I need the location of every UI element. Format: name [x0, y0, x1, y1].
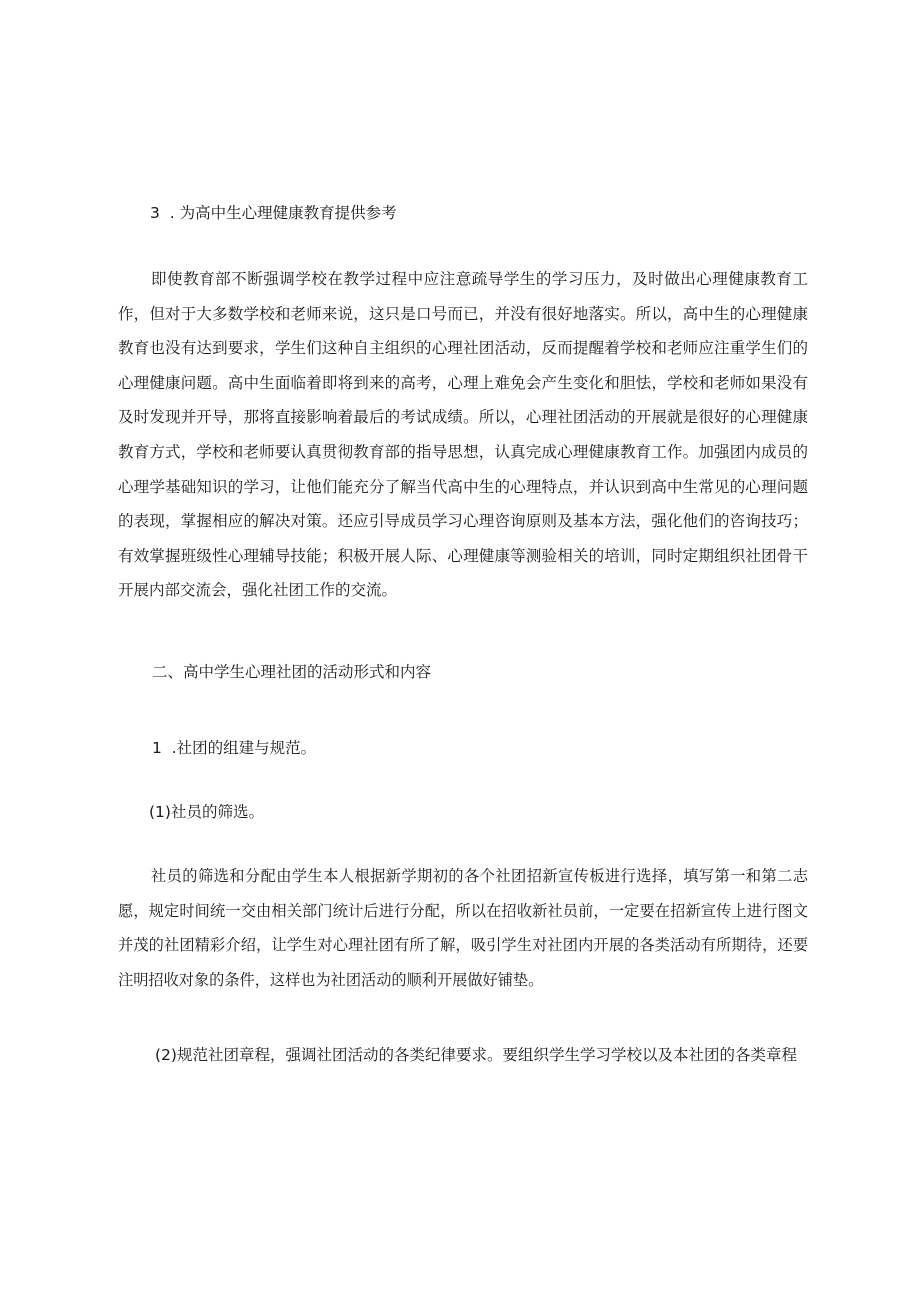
item-1-title: (1)社员的筛选。: [149, 803, 264, 821]
body-paragraph-1: 即使教育部不断强调学校在教学过程中应注意疏导学生的学习压力，及时做出心理健康教育工作，但对于大多数学校和老师来说，这只是口号而已，并没有很好地落实。所以，高中生的心理健康教育也没有达到要求，学生们这种自主组织的心理社团活动，反而提醒着学校和老师应注重学生们的心理健康问题。高中生面临着即将到来的高考，心理上难免会产生变化和胆怯，学校和老师如果没有及时发现并开导，那将直接影响着最后的考试成绩。所以，心理社团活动的开展就是很好的心理健康教育方式，学校和老师要认真贯彻教育部的指导思想，认真完成心理健康教育工作。加强团内成员的心理学基础知识的学习，让他们能充分了解当代高中生的心理特点，并认识到高中生常见的心理问题的表现，掌握相应的解决对策。还应引导成员学习心理咨询原则及基本方法，强化他们的咨询技巧；有效掌握班级性心理辅导技能；积极开展人际、心理健康等测验相关的培训，同时定期组织社团骨干开展内部交流会，强化社团工作的交流。: [118, 270, 808, 600]
item-2-text: (2)规范社团章程，强调社团活动的各类纪律要求。要组织学生学习学校以及本社团的各类章程: [155, 1046, 797, 1064]
subsection-1-title: 1 .社团的组建与规范。: [152, 739, 317, 757]
heading-section-3: 3 . 为高中生心理健康教育提供参考: [150, 204, 397, 222]
section-2-title: 二、高中学生心理社团的活动形式和内容: [152, 663, 432, 681]
body-paragraph-2: 社员的筛选和分配由学生本人根据新学期初的各个社团招新宣传板进行选择，填写第一和第二志愿，规定时间统一交由相关部门统计后进行分配，所以在招收新社员前，一定要在招新宣传上进行图文并茂的社团精彩介绍，让学生对心理社团有所了解，吸引学生对社团内开展的各类活动有所期待，还要注明招收对象的条件，这样也为社团活动的顺利开展做好铺垫。: [118, 867, 808, 989]
